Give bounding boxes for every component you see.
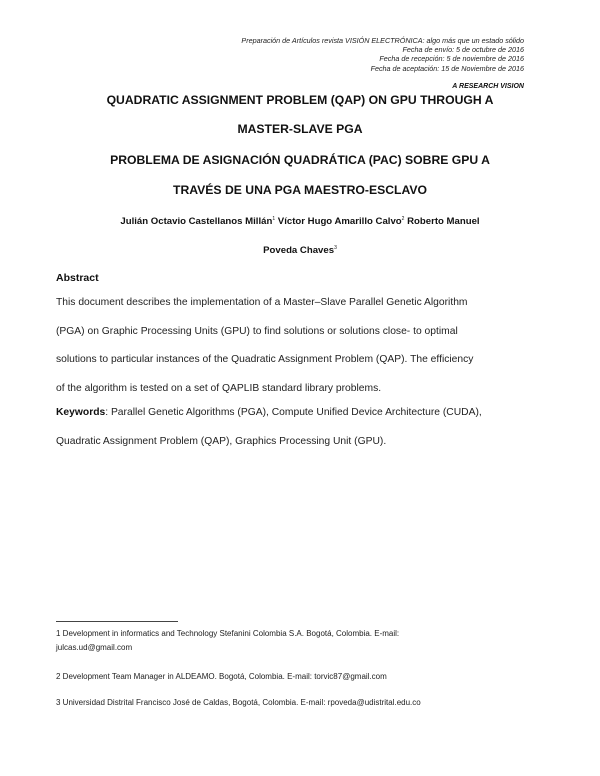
title-es-line-2: TRAVÉS DE UNA PGA MAESTRO-ESCLAVO xyxy=(173,183,427,197)
author-3-marker: 3 xyxy=(334,245,337,251)
acceptance-date: Fecha de aceptación: 15 de Noviembre de 2016 xyxy=(370,63,524,73)
journal-header xyxy=(241,36,524,73)
author-1-marker: 1 xyxy=(272,216,276,222)
footnote-3-line-1: 3 Universidad Distrital Francisco José de Caldas, Bogotá, Colombia. E-mail: rpoveda@udistrital.edu.co xyxy=(56,698,421,707)
keywords-text-2: Quadratic Assignment Problem (QAP), Graphics Processing Unit (GPU). xyxy=(56,435,387,447)
footnote-1-line-2: julcas.ud@gmail.com xyxy=(56,643,133,652)
abstract-line: (PGA) on Graphic Processing Units (GPU) to find solutions or solutions close- to optimal xyxy=(56,325,458,337)
footnote-divider xyxy=(56,621,178,622)
footnote-1-line-1: 1 Development in informatics and Technology Stefanini Colombia S.A. Bogotá, Colombia. E-mail: xyxy=(56,629,400,638)
footnote-2-line-1: 2 Development Team Manager in ALDEAMO. Bogotá, Colombia. E-mail: torvic87@gmail.com xyxy=(56,672,387,681)
keywords xyxy=(56,399,544,456)
title-es-line-1: PROBLEMA DE ASIGNACIÓN QUADRÁTICA (PAC) SOBRE GPU A xyxy=(110,153,490,167)
author-3-name: Roberto Manuel xyxy=(407,216,480,227)
reception-date: Fecha de recepción: 5 de noviembre de 2016 xyxy=(379,54,524,64)
keywords-label: Keywords xyxy=(56,407,106,418)
section-label: A RESEARCH VISION xyxy=(452,83,524,90)
abstract-body xyxy=(56,289,544,403)
journal-name: Preparación de Artículos revista VISIÓN ELECTRÓNICA: algo más que un estado sólido xyxy=(241,36,524,45)
author-2-name: Víctor Hugo Amarillo Calvo xyxy=(277,216,402,227)
footnote-1 xyxy=(56,627,544,655)
title-en-line-2: MASTER-SLAVE PGA xyxy=(237,122,363,136)
author-2-marker: 2 xyxy=(401,216,405,222)
submission-date: Fecha de envío: 5 de octubre de 2016 xyxy=(402,45,524,55)
abstract-heading: Abstract xyxy=(56,272,99,284)
author-1-name: Julián Octavio Castellanos Millán xyxy=(120,216,273,227)
author-3-name-cont: Poveda Chaves xyxy=(263,245,335,256)
footnote-2 xyxy=(56,670,544,684)
title-en-line-1: QUADRATIC ASSIGNMENT PROBLEM (QAP) ON GPU THROUGH A xyxy=(106,93,494,107)
footnote-3 xyxy=(56,696,544,710)
author-line-1 xyxy=(0,216,600,227)
author-line-2 xyxy=(0,245,600,256)
keywords-text-1: : Parallel Genetic Algorithms (PGA), Compute Unified Device Architecture (CUDA), xyxy=(105,407,482,418)
abstract-line: solutions to particular instances of the Quadratic Assignment Problem (QAP). The efficiency xyxy=(56,354,474,365)
abstract-line: This document describes the implementation of a Master–Slave Parallel Genetic Algorithm xyxy=(56,297,468,308)
abstract-line: of the algorithm is tested on a set of QAPLIB standard library problems. xyxy=(56,382,382,394)
